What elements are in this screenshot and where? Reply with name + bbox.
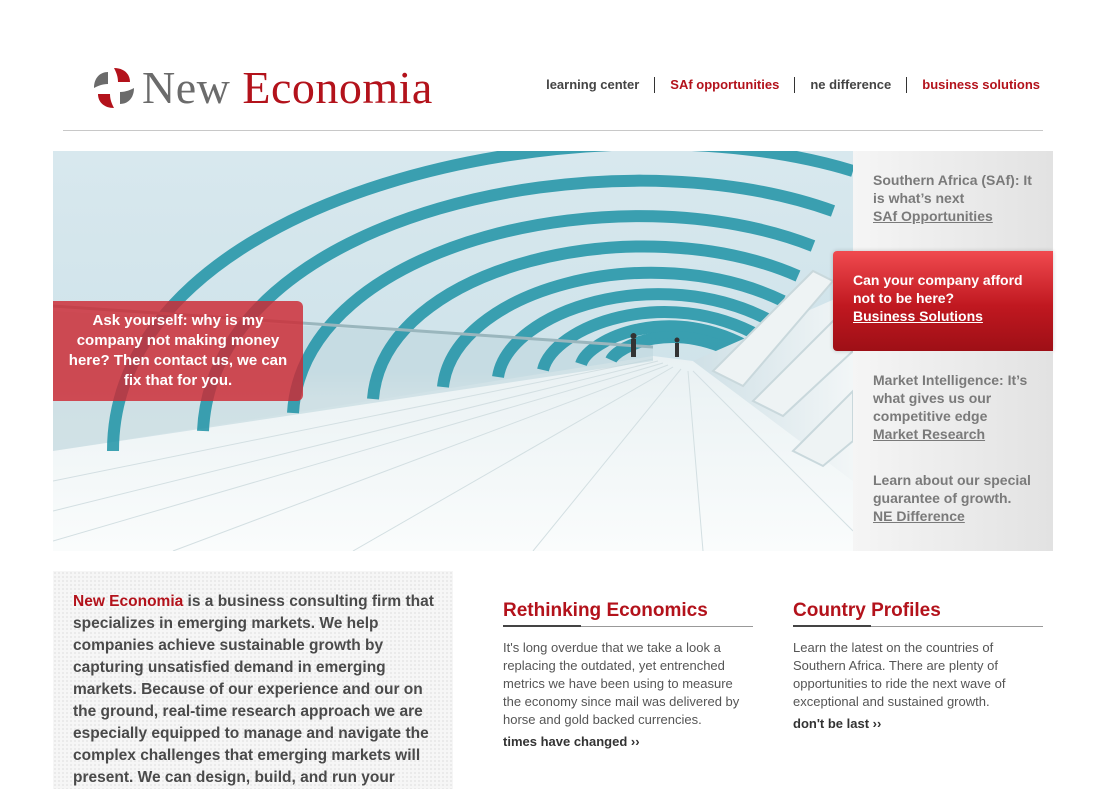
- promo-business-solutions[interactable]: [833, 251, 1053, 351]
- about-brand-name: New Economia: [73, 593, 184, 610]
- about-text: is a business consulting firm that specializes in emerging markets. We help companies achieve sustainable growth by capturing unsatisfied demand in emerging markets. Because of our experience and our on the ground, real-time research approach we are especially equipped to manage and navigate the complex challenges that emerging markets will present. We can design, build, and run your: [73, 593, 434, 786]
- promo-ne-difference[interactable]: [853, 451, 1053, 551]
- top-navigation: [531, 77, 1040, 93]
- section-country-profiles: [793, 600, 1043, 733]
- header-divider: [63, 130, 1043, 131]
- promo-saf-opportunities[interactable]: [853, 151, 1053, 251]
- site-logo[interactable]: [90, 58, 433, 118]
- logo-wordmark: [142, 62, 433, 113]
- promo-text: Market Intelligence: It’s what gives us our competitive edge: [873, 372, 1028, 424]
- promo-market-research[interactable]: [853, 351, 1053, 451]
- promo-text: Southern Africa (SAf): It is what’s next: [873, 172, 1032, 206]
- logo-mark-icon: [90, 64, 138, 112]
- promo-text: Can your company afford not to be here?: [853, 272, 1023, 306]
- hero-callout: Ask yourself: why is my company not making money here? Then contact us, we can fix that for you.: [53, 301, 303, 401]
- section-title: Rethinking Economics: [503, 600, 753, 627]
- logo-word-new: New: [142, 62, 231, 113]
- section-body: It's long overdue that we take a look a replacing the outdated, yet entrenched metrics we have been using to measure the economy since mail was delivered by horse and gold backed currencies.: [503, 640, 740, 727]
- nav-saf-opportunities[interactable]: SAf opportunities: [654, 77, 794, 93]
- section-title: Country Profiles: [793, 600, 1043, 627]
- nav-learning-center[interactable]: learning center: [546, 77, 640, 92]
- promo-text: Learn about our special guarantee of growth.: [873, 472, 1031, 506]
- section-rethinking-economics: [503, 600, 753, 751]
- about-intro: [53, 571, 453, 789]
- promo-link-saf-opportunities[interactable]: SAf Opportunities: [873, 208, 993, 224]
- promo-link-market-research[interactable]: Market Research: [873, 426, 986, 442]
- promo-link-business-solutions[interactable]: Business Solutions: [853, 308, 983, 324]
- nav-business-solutions[interactable]: business solutions: [906, 77, 1040, 93]
- section-body: Learn the latest on the countries of Southern Africa. There are plenty of opportunities to ride the next wave of exceptional and sustained growth.: [793, 640, 1006, 709]
- read-more-link[interactable]: times have changed ››: [503, 734, 640, 749]
- read-more-link[interactable]: don't be last ››: [793, 716, 882, 731]
- nav-ne-difference[interactable]: ne difference: [794, 77, 906, 93]
- logo-word-economia: Economia: [242, 62, 433, 113]
- promo-link-ne-difference[interactable]: NE Difference: [873, 508, 965, 524]
